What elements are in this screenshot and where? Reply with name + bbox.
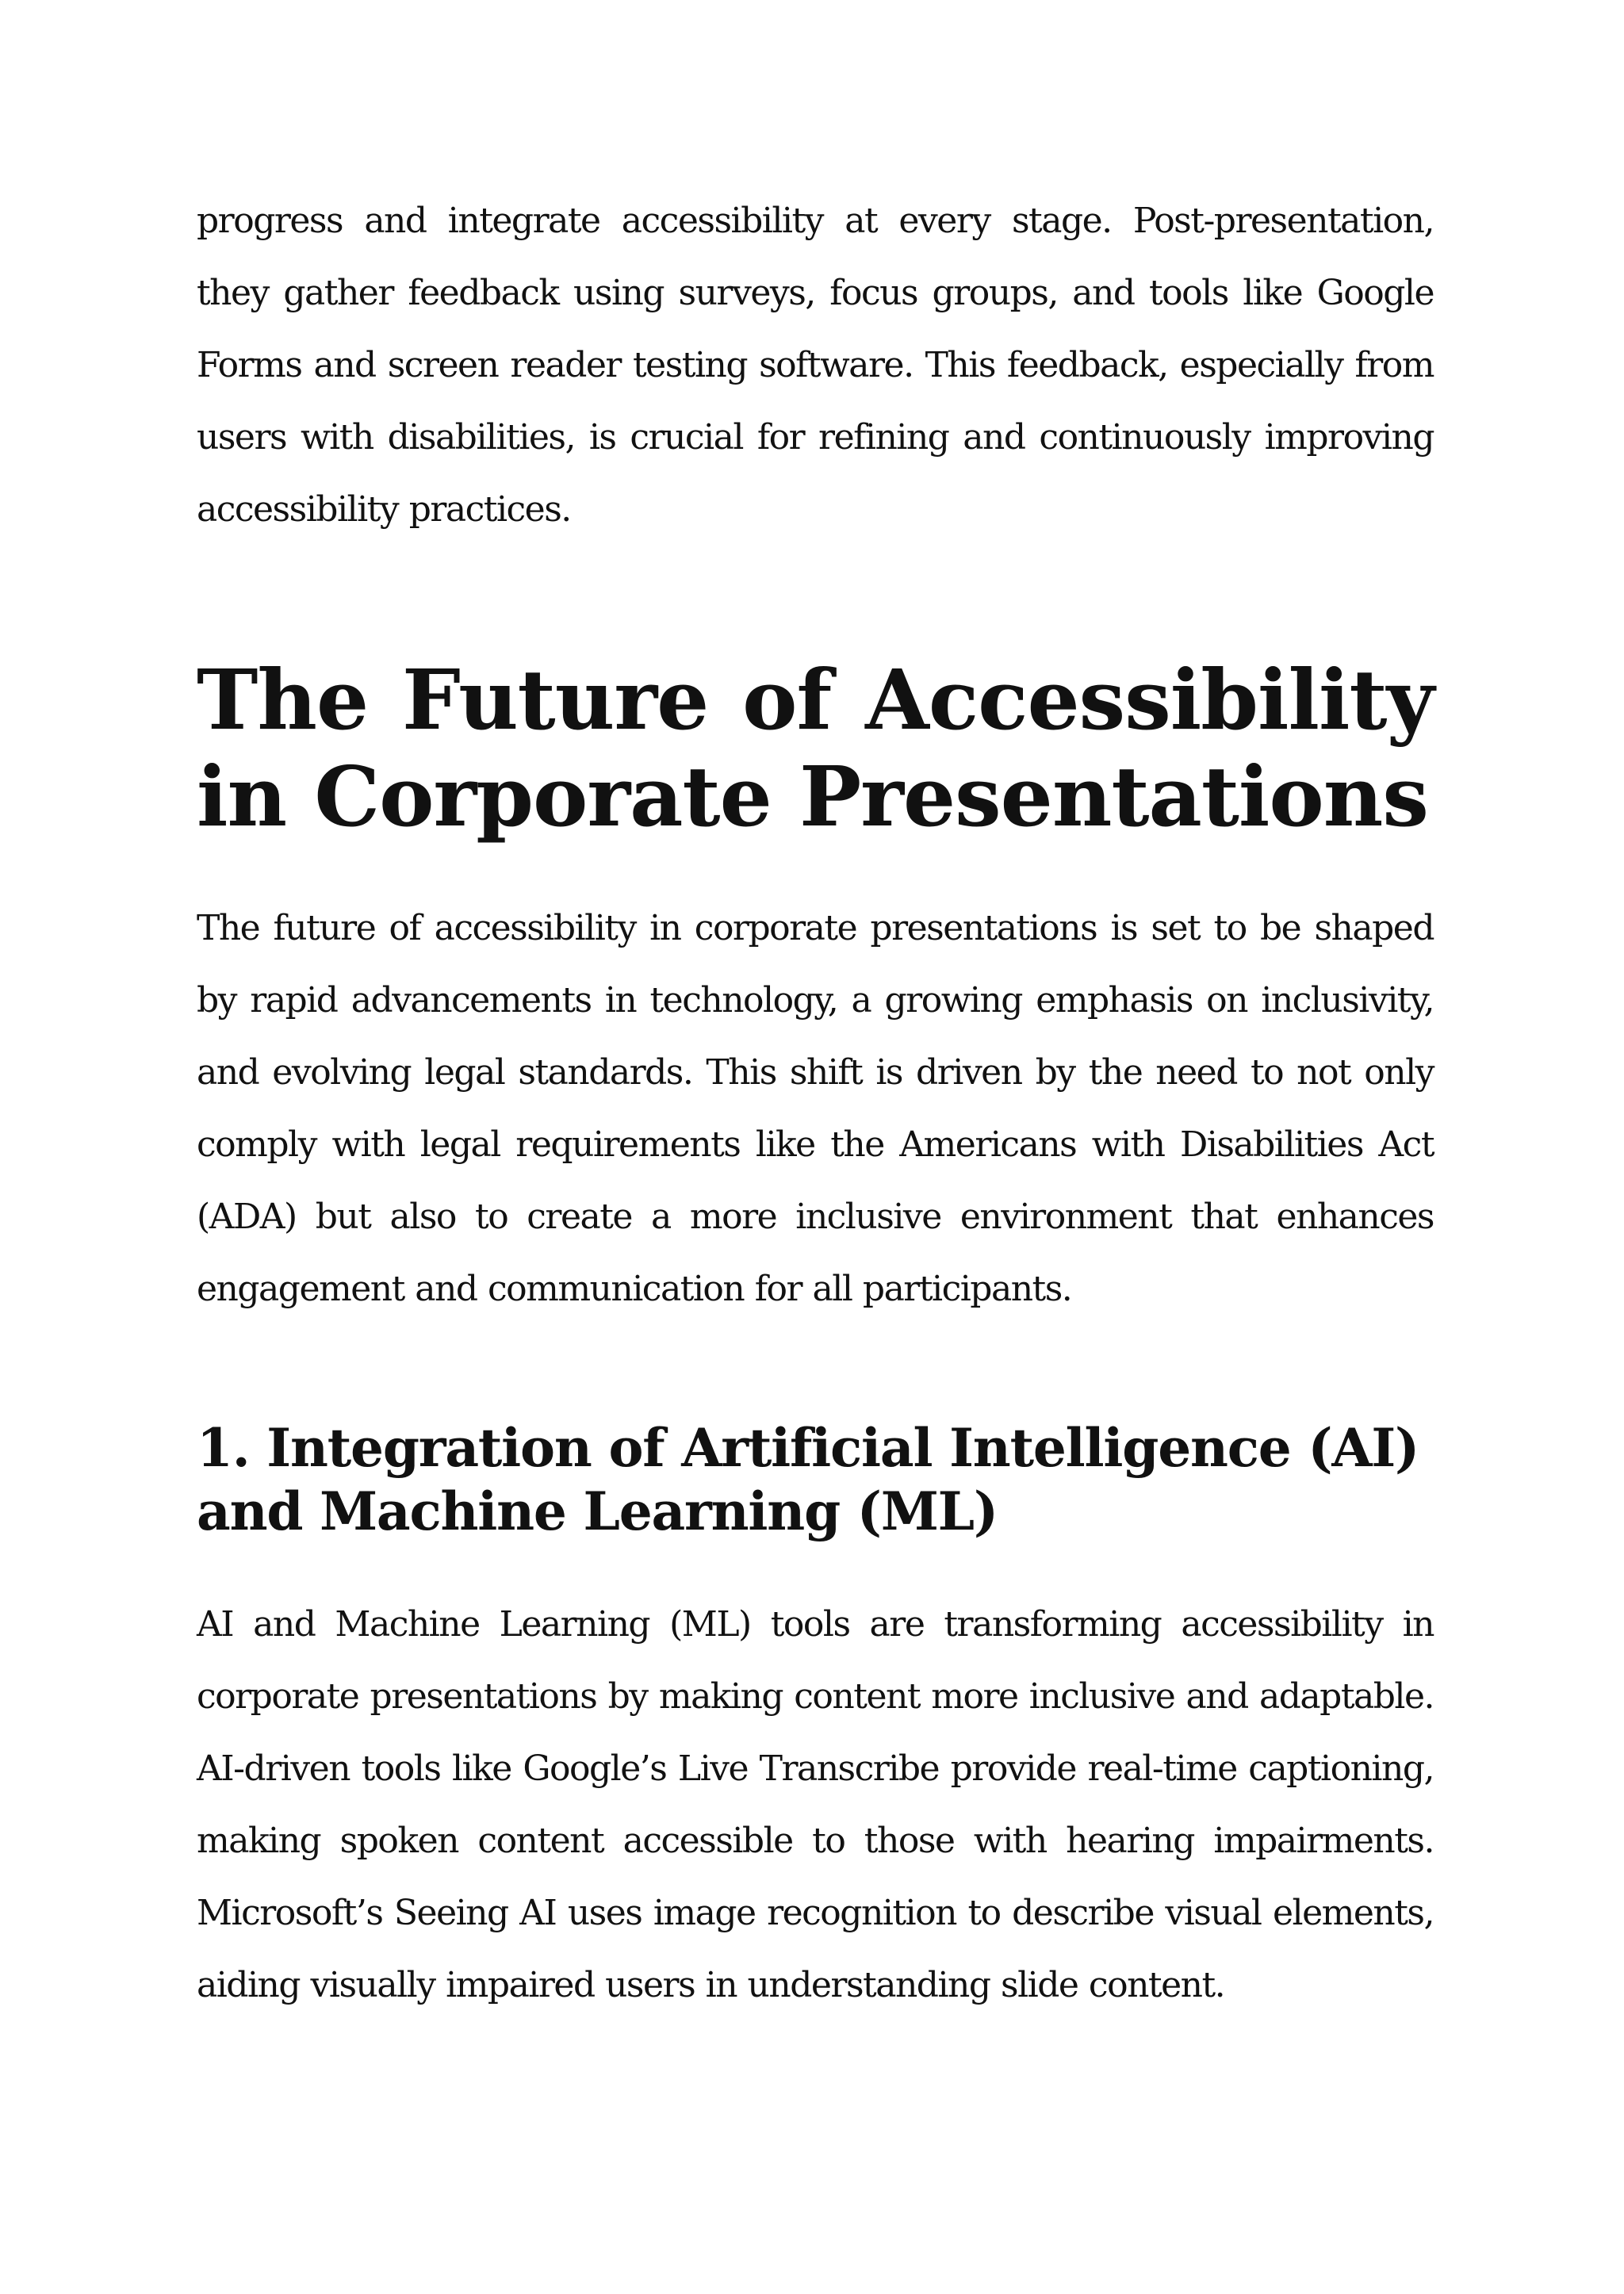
- section-paragraph: The future of accessibility in corporate presentations is set to be shaped by rapid advancements in technology, a growing emphasis on inclusivity, and evolving legal standards. This shift is driven by the need to not only comply with legal requirements like the Americans with Disabilities Act (ADA) but also to create a more inclusive environment that enhances engagement and communication for all participants.: [197, 908, 1434, 1309]
- subsection-paragraph: AI and Machine Learning (ML) tools are transforming accessibility in corporate presentations by making content more inclusive and adaptable. AI-driven tools like Google’s Live Transcribe provide real-time captioning, making spoken content accessible to those with hearing impairments. Microsoft’s Seeing AI uses image recognition to describe visual elements, aiding visually impaired users in understanding slide content.: [197, 1604, 1434, 2005]
- section-heading: The Future of Accessibility in Corporate Presentations: [197, 651, 1434, 845]
- intro-paragraph: progress and integrate accessibility at every stage. Post-presentation, they gather feedback using surveys, focus groups, and tools like Google Forms and screen reader testing software. This feedback, especially from users with disabilities, is crucial for refining and continuously improving accessibility practices.: [197, 201, 1434, 530]
- subsection-heading: 1. Integration of Artificial Intelligence (AI) and Machine Learning (ML): [197, 1417, 1419, 1542]
